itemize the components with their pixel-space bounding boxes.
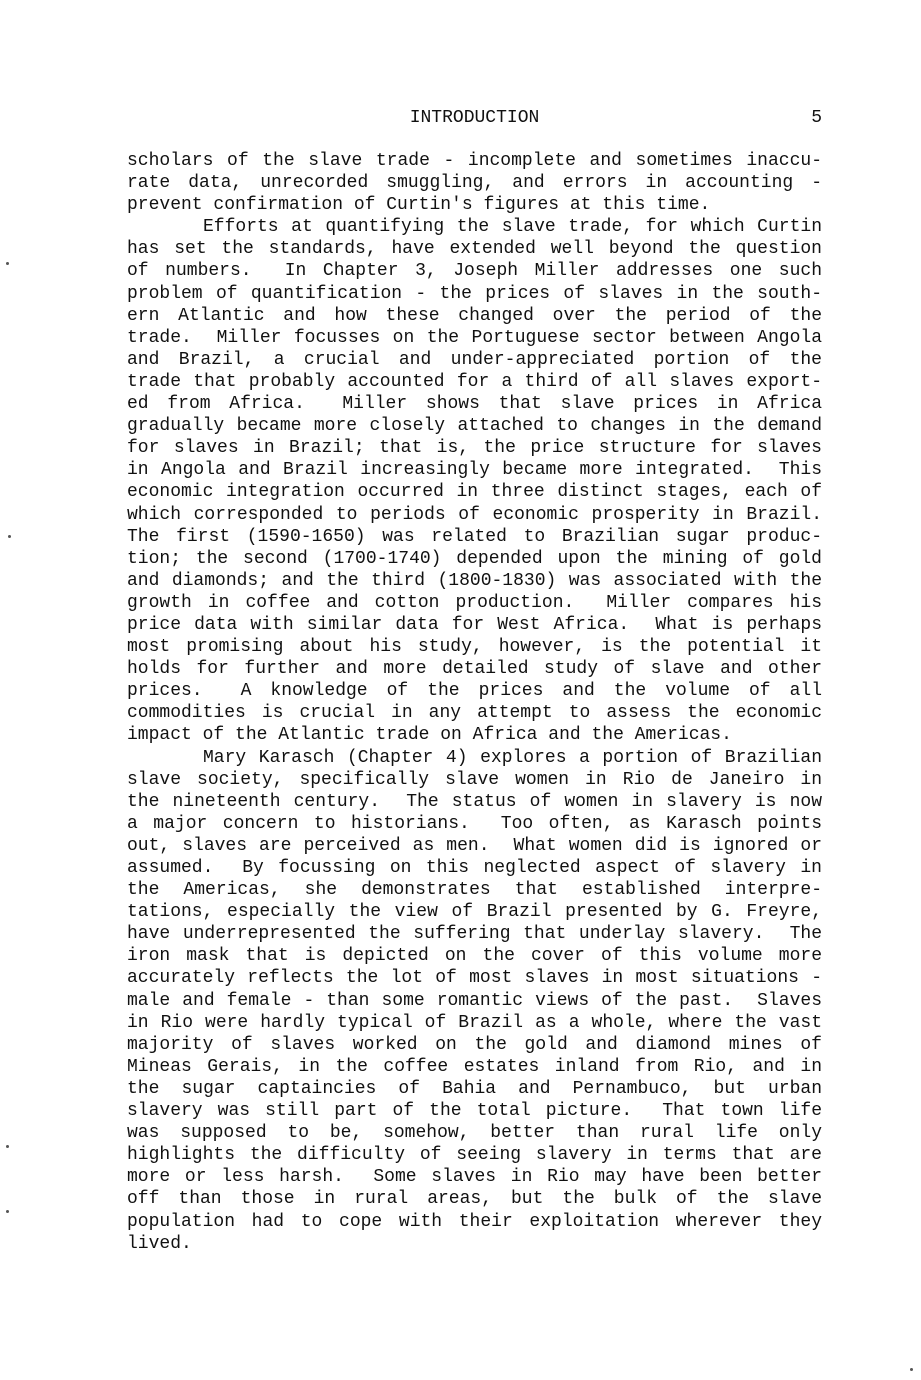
text-line: and diamonds; and the third (1800-1830) was associated with the <box>127 570 822 591</box>
text-line: iron mask that is depicted on the cover of this volume more <box>127 946 822 967</box>
text-line: Mary Karasch (Chapter 4) explores a portion of Brazilian <box>203 747 822 768</box>
text-line: prevent confirmation of Curtin's figures at this time. <box>127 195 711 216</box>
text-line: tion; the second (1700-1740) depended upon the mining of gold <box>127 548 822 569</box>
text-line: have underrepresented the suffering that underlay slavery. The <box>127 924 822 945</box>
text-line: commodities is crucial in any attempt to assess the economic <box>127 703 822 724</box>
scan-speck <box>6 1210 9 1213</box>
running-head <box>127 106 822 130</box>
text-line: highlights the difficulty of seeing slavery in terms that are <box>127 1145 822 1166</box>
text-line: in Rio were hardly typical of Brazil as a whole, where the vast <box>127 1012 822 1033</box>
text-line: tations, especially the view of Brazil presented by G. Freyre, <box>127 902 822 923</box>
text-line: slave society, specifically slave women in Rio de Janeiro in <box>127 769 822 790</box>
text-line: a major concern to historians. Too often, as Karasch points <box>127 813 822 834</box>
page-number: 5 <box>811 108 822 128</box>
text-line: the sugar captaincies of Bahia and Pernambuco, but urban <box>127 1078 822 1099</box>
text-line: most promising about his study, however, is the potential it <box>127 637 822 658</box>
text-line: in Angola and Brazil increasingly became more integrated. This <box>127 460 822 481</box>
text-line: which corresponded to periods of economic prosperity in Brazil. <box>127 504 822 525</box>
text-line: the Americas, she demonstrates that established interpre- <box>127 880 822 901</box>
scan-speck <box>910 1368 913 1371</box>
scan-speck <box>6 262 9 265</box>
text-line: economic integration occurred in three distinct stages, each of <box>127 482 822 503</box>
text-line: more or less harsh. Some slaves in Rio may have been better <box>127 1167 822 1188</box>
text-line: for slaves in Brazil; that is, the price structure for slaves <box>127 438 822 459</box>
text-line: majority of slaves worked on the gold and diamond mines of <box>127 1034 822 1055</box>
text-line: growth in coffee and cotton production. Miller compares his <box>127 592 822 613</box>
text-line: and Brazil, a crucial and under-appreciated portion of the <box>127 349 822 370</box>
text-line: price data with similar data for West Africa. What is perhaps <box>127 614 822 635</box>
text-line: prices. A knowledge of the prices and the volume of all <box>127 681 822 702</box>
text-line: problem of quantification - the prices of slaves in the south- <box>127 283 822 304</box>
text-line: ed from Africa. Miller shows that slave prices in Africa <box>127 394 822 415</box>
text-line: trade that probably accounted for a third of all slaves export- <box>127 371 822 392</box>
text-line: off than those in rural areas, but the bulk of the slave <box>127 1189 822 1210</box>
text-line: scholars of the slave trade - incomplete and sometimes inaccu- <box>127 151 822 171</box>
text-line: of numbers. In Chapter 3, Joseph Miller addresses one such <box>127 261 822 282</box>
text-line: accurately reflects the lot of most slaves in most situations - <box>127 968 822 989</box>
running-title: INTRODUCTION <box>409 108 540 128</box>
text-line: male and female - than some romantic views of the past. Slaves <box>127 990 822 1011</box>
text-line: impact of the Atlantic trade on Africa and the Americas. <box>127 725 732 746</box>
text-line: was supposed to be, somehow, better than rural life only <box>127 1123 822 1144</box>
text-line: has set the standards, have extended well beyond the question <box>127 239 822 260</box>
text-line: lived. <box>127 1233 192 1254</box>
text-line: holds for further and more detailed study of slave and other <box>127 659 822 680</box>
text-line: slavery was still part of the total picture. That town life <box>127 1101 822 1122</box>
text-line: the nineteenth century. The status of women in slavery is now <box>127 791 822 812</box>
body-text <box>127 150 822 1255</box>
text-line: Mineas Gerais, in the coffee estates inland from Rio, and in <box>127 1056 822 1077</box>
text-line: assumed. By focussing on this neglected aspect of slavery in <box>127 858 822 878</box>
text-line: out, slaves are perceived as men. What women did is ignored or <box>127 835 822 856</box>
scan-speck <box>6 1145 9 1148</box>
text-line: The first (1590-1650) was related to Brazilian sugar produc- <box>127 526 822 547</box>
text-line: trade. Miller focusses on the Portuguese sector between Angola <box>127 327 822 348</box>
text-line: population had to cope with their exploitation wherever they <box>127 1211 822 1232</box>
text-line: Efforts at quantifying the slave trade, for which Curtin <box>203 217 822 238</box>
text-line: ern Atlantic and how these changed over the period of the <box>127 305 822 326</box>
text-line: gradually became more closely attached to changes in the demand <box>127 416 822 437</box>
text-line: rate data, unrecorded smuggling, and errors in accounting - <box>127 173 822 194</box>
scan-speck <box>8 535 11 538</box>
